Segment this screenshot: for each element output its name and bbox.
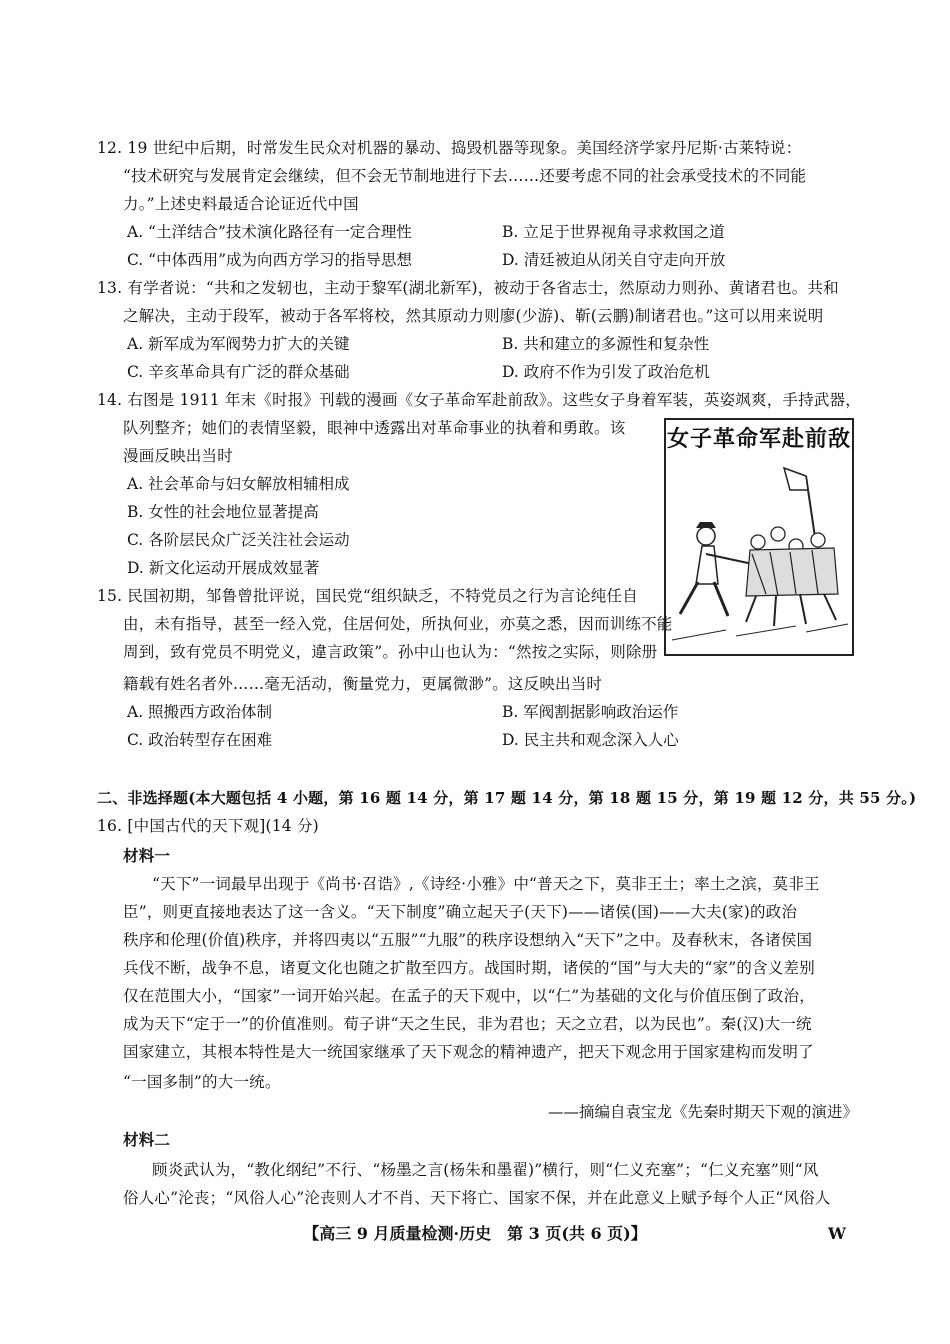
q16-m1-line7: 国家建立，其根本特性是大一统国家继承了天下观念的精神遗产，把天下观念用于国家建构而发明了 (123, 1043, 814, 1061)
q15-line3: 周到，致有党员不明党义，違言政策”。孙中山也认为：“然按之实际，则除册 (123, 643, 658, 661)
q12-option-d: D. 清廷被迫从闭关自守走向开放 (502, 251, 726, 269)
q15-option-b: B. 军阀割据影响政治运作 (502, 703, 679, 721)
q14-option-a: A. 社会革命与妇女解放相辅相成 (127, 475, 350, 493)
marching-soldiers-drawing (666, 454, 852, 654)
q15-option-d: D. 民主共和观念深入人心 (502, 731, 679, 749)
footer-version-mark: W (828, 1224, 846, 1243)
q12-line1: 12. 19 世纪中后期，时常发生民众对机器的暴动、捣毁机器等现象。美国经济学家丹尼斯·古莱特说： (97, 139, 802, 157)
q16-m1-line5: 仅在范围大小，“国家”一词开始兴起。在孟子的天下观中，以“仁”为基础的文化与价值压倒了政治， (123, 987, 815, 1005)
q14-line2: 队列整齐；她们的表情坚毅，眼神中透露出对革命事业的执着和勇敢。该 (123, 419, 626, 437)
q13-line1: 13. 有学者说：“共和之发轫也，主动于黎军(湖北新军)，被动于各省志士，然原动力则孙、黄诸君也。共和 (97, 279, 839, 297)
q13-option-b: B. 共和建立的多源性和复杂性 (502, 335, 710, 353)
footer-page-info: 【高三 9 月质量检测·历史 第 3 页(共 6 页)】 (303, 1224, 647, 1243)
q14-option-c: C. 各阶层民众广泛关注社会运动 (127, 531, 350, 549)
q12-line3: 力。”上述史料最适合论证近代中国 (123, 195, 359, 213)
q16-material2-label: 材料二 (123, 1130, 171, 1149)
q12-option-a: A. “土洋结合”技术演化路径有一定合理性 (127, 223, 412, 241)
q16-m1-line1: “天下”一词最早出现于《尚书·召诰》,《诗经·小雅》中“普天之下，莫非王土；率土之滨，莫非王 (152, 875, 820, 893)
q15-option-a: A. 照搬西方政治体制 (127, 703, 273, 721)
q14-option-d: D. 新文化运动开展成效显著 (127, 559, 320, 577)
q15-line4: 籍载有姓名者外……毫无活动，衡量党力，更属微渺”。这反映出当时 (123, 675, 603, 693)
section2-heading: 二、非选择题(本大题包括 4 小题，第 16 题 14 分，第 17 题 14 分，第 18 题 15 分，第 19 题 12 分，共 55 分。) (97, 789, 917, 807)
q16-material1-source: ——摘编自袁宝龙《先秦时期天下观的演进》 (547, 1103, 858, 1121)
q16-m1-line4: 兵伐不断，战争不息，诸夏文化也随之扩散至四方。战国时期，诸侯的“国”与大夫的“家”的含义差别 (123, 959, 815, 977)
q12-line2: “技术研究与发展肯定会继续，但不会无节制地进行下去……还要考虑不同的社会承受技术的不同能 (123, 167, 807, 185)
q14-line1: 14. 右图是 1911 年末《时报》刊载的漫画《女子革命军赴前敌》。这些女子身着军装，英姿飒爽，手持武器， (97, 391, 861, 409)
cartoon-illustration (664, 418, 854, 656)
q12-option-c: C. “中体西用”成为向西方学习的指导思想 (127, 251, 413, 269)
q15-line1: 15. 民国初期，邹鲁曾批评说，国民党“组织缺乏，不特党员之行为言论纯任自 (97, 587, 638, 605)
q15-option-c: C. 政治转型存在困难 (127, 731, 273, 749)
q16-m2-line1: 顾炎武认为，“教化纲纪”不行、“杨墨之言(杨朱和墨翟)”横行，则“仁义充塞”；“仁义充塞”则“风 (152, 1161, 819, 1179)
q16-material1-label: 材料一 (123, 846, 171, 865)
q16-m1-line8: “一国多制”的大一统。 (123, 1073, 281, 1091)
q13-line2: 之解决，主动于段军，被动于各军将校，然其原动力则廖(少游)、靳(云鹏)制诸君也。”这可以用来说明 (123, 307, 824, 325)
q16-m1-line6: 成为天下“定于一”的价值准则。荀子讲“天之生民，非为君也；天之立君，以为民也”。秦(汉)大一统 (123, 1015, 812, 1033)
q13-option-c: C. 辛亥革命具有广泛的群众基础 (127, 363, 350, 381)
q16-m1-line3: 秩序和伦理(价值)秩序，并将四夷以“五服”“九服”的秩序设想纳入“天下”之中。及春秋末，各诸侯国 (123, 931, 813, 949)
q15-line2: 由，未有指导，甚至一经入党，住居何处，所执何业，亦莫之悉，因而训练不能 (123, 615, 673, 633)
q16-title: 16. [中国古代的天下观](14 分) (97, 817, 319, 835)
page-footer (0, 1222, 950, 1246)
cartoon-title: 女子革命军赴前敌 (666, 426, 851, 452)
q13-option-a: A. 新军成为军阀势力扩大的关键 (127, 335, 350, 353)
q16-m2-line2: 俗人心”沦丧；“风俗人心”沦丧则人才不肖、天下将亡、国家不保，并在此意义上赋予每个人正“风俗人 (123, 1189, 831, 1207)
q16-m1-line2: 臣”，则更直接地表达了这一含义。“天下制度”确立起天子(天下)——诸侯(国)——大夫(家)的政治 (123, 903, 798, 921)
q14-line3: 漫画反映出当时 (123, 447, 233, 465)
q12-option-b: B. 立足于世界视角寻求救国之道 (502, 223, 725, 241)
q14-option-b: B. 女性的社会地位显著提高 (127, 503, 319, 521)
q13-option-d: D. 政府不作为引发了政治危机 (502, 363, 710, 381)
